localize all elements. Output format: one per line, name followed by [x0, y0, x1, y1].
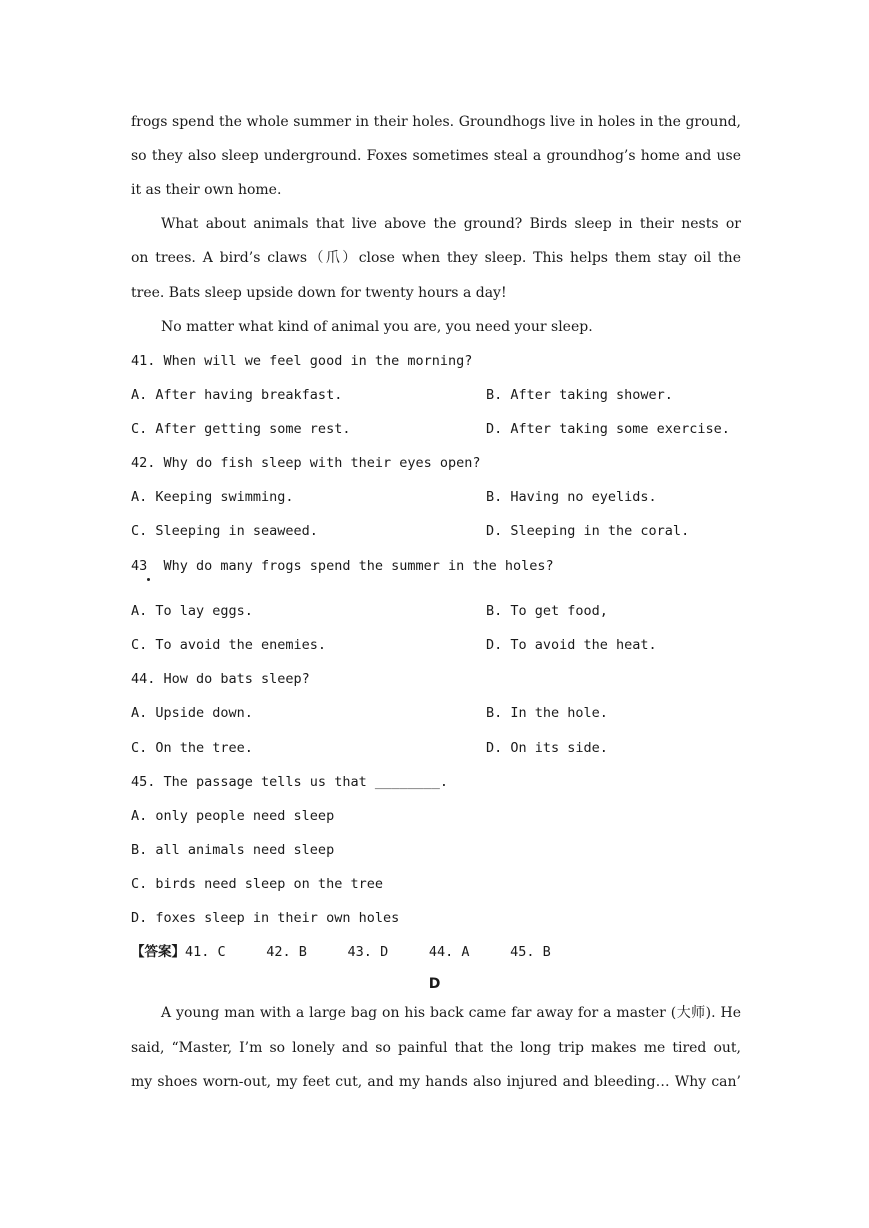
option-d: D. Sleeping in the coral.	[486, 523, 690, 539]
question-stem: 44. How do bats sleep?	[131, 671, 310, 687]
option-c: C. Sleeping in seaweed.	[131, 523, 318, 539]
option-b: B. In the hole.	[486, 705, 608, 721]
passage-line: No matter what kind of animal you are, you need your sleep.	[161, 319, 593, 335]
option-b: B. Having no eyelids.	[486, 489, 657, 505]
option-c: C. birds need sleep on the tree	[131, 876, 383, 892]
passage-line: frogs spend the whole summer in their holes. Groundhogs live in holes in the ground,	[131, 114, 741, 130]
option-d: D. foxes sleep in their own holes	[131, 910, 400, 926]
option-a: A. Keeping swimming.	[131, 489, 294, 505]
option-b: B. To get food,	[486, 603, 608, 619]
passage-line: tree. Bats sleep upside down for twenty hours a day!	[131, 285, 507, 301]
option-d: D. On its side.	[486, 740, 608, 756]
question-stem: 42. Why do fish sleep with their eyes open?	[131, 455, 481, 471]
option-c: C. To avoid the enemies.	[131, 637, 327, 653]
passage-line: my shoes worn-out, my feet cut, and my hands also injured and bleeding… Why can’	[131, 1074, 741, 1090]
option-a: A. To lay eggs.	[131, 603, 253, 619]
passage-line: What about animals that live above the ground? Birds sleep in their nests or	[161, 216, 741, 232]
passage-line: said, “Master, I’m so lonely and so painful that the long trip makes me tired out,	[131, 1040, 741, 1056]
option-a: A. After having breakfast.	[131, 387, 343, 403]
passage-line: A young man with a large bag on his back came far away for a master (大师). He	[161, 1005, 741, 1021]
passage-line: so they also sleep underground. Foxes sometimes steal a groundhog’s home and use	[131, 148, 741, 164]
option-c: C. After getting some rest.	[131, 421, 351, 437]
question-stem: 43 Why do many frogs spend the summer in the holes?	[131, 558, 554, 574]
option-a: A. Upside down.	[131, 705, 253, 721]
question-stem: 41. When will we feel good in the morning?	[131, 353, 473, 369]
answer-label: 【答案】	[131, 944, 185, 960]
passage-line: on trees. A bird’s claws（爪）close when they sleep. This helps them stay oil the	[131, 250, 741, 266]
answer-values: 41. C 42. B 43. D 44. A 45. B	[185, 944, 551, 960]
option-b: B. After taking shower.	[486, 387, 673, 403]
option-b: B. all animals need sleep	[131, 842, 335, 858]
option-d: D. To avoid the heat.	[486, 637, 657, 653]
stray-dot	[147, 578, 150, 581]
passage-line: it as their own home.	[131, 182, 282, 198]
option-a: A. only people need sleep	[131, 808, 335, 824]
question-stem: 45. The passage tells us that ________.	[131, 774, 448, 790]
option-d: D. After taking some exercise.	[486, 421, 730, 437]
option-c: C. On the tree.	[131, 740, 253, 756]
section-heading: D	[428, 976, 441, 992]
answer-key	[131, 942, 741, 962]
